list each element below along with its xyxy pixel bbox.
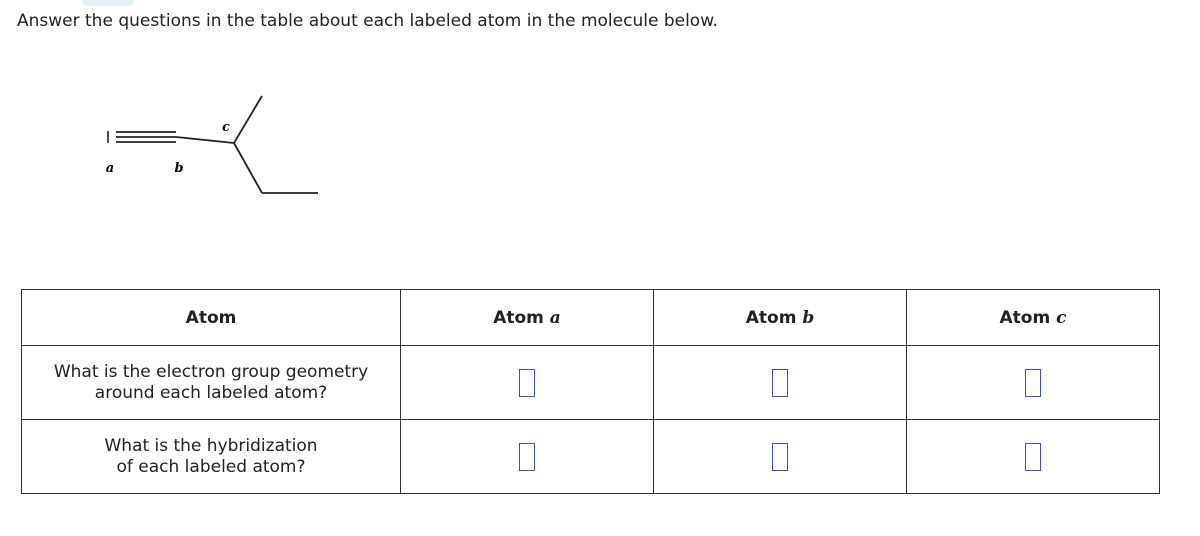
cell-hybridization-a: [401, 420, 654, 494]
table-row-geometry: [22, 346, 1160, 420]
bond-b-c: [176, 137, 234, 143]
question-geometry-line2: around each labeled atom?: [94, 382, 328, 403]
table-header-row: [22, 290, 1160, 346]
cell-hybridization-c: [907, 420, 1160, 494]
question-geometry: [22, 346, 401, 420]
molecule-diagram: [90, 85, 340, 215]
instructions-text: Answer the questions in the table about each labeled atom in the molecule below.: [17, 11, 718, 31]
answer-box-hybridization-a[interactable]: [519, 443, 535, 471]
header-atom-a-prefix: Atom: [493, 307, 544, 328]
header-atom-c-var: c: [1056, 307, 1067, 328]
question-hybridization-line1: What is the hybridization: [104, 435, 318, 456]
cell-geometry-b: [654, 346, 907, 420]
cell-hybridization-b: [654, 420, 907, 494]
table-row-hybridization: [22, 420, 1160, 494]
answer-box-geometry-c[interactable]: [1025, 369, 1041, 397]
header-atom-b: [654, 290, 907, 346]
header-atom: Atom: [22, 290, 401, 346]
header-atom-a-var: a: [549, 307, 561, 328]
answer-box-hybridization-b[interactable]: [772, 443, 788, 471]
answer-box-geometry-a[interactable]: [519, 369, 535, 397]
bond-c-ch2: [234, 143, 262, 193]
question-table: [21, 289, 1160, 494]
bond-c-methyl: [234, 96, 262, 143]
cell-geometry-c: [907, 346, 1160, 420]
header-atom-b-prefix: Atom: [745, 307, 797, 328]
atom-label-c: c: [222, 120, 230, 135]
atom-label-b: b: [174, 161, 184, 176]
question-hybridization: [22, 420, 401, 494]
answer-box-hybridization-c[interactable]: [1025, 443, 1041, 471]
answer-box-geometry-b[interactable]: [772, 369, 788, 397]
question-geometry-line1: What is the electron group geometry: [53, 361, 369, 382]
cell-geometry-a: [401, 346, 654, 420]
atom-label-a: a: [105, 161, 115, 176]
header-atom-b-var: b: [802, 307, 815, 328]
question-hybridization-line2: of each labeled atom?: [116, 456, 306, 477]
top-tab-hint: [82, 0, 134, 6]
header-atom-a: [401, 290, 654, 346]
header-atom-c: [907, 290, 1160, 346]
header-atom-c-prefix: Atom: [999, 307, 1051, 328]
